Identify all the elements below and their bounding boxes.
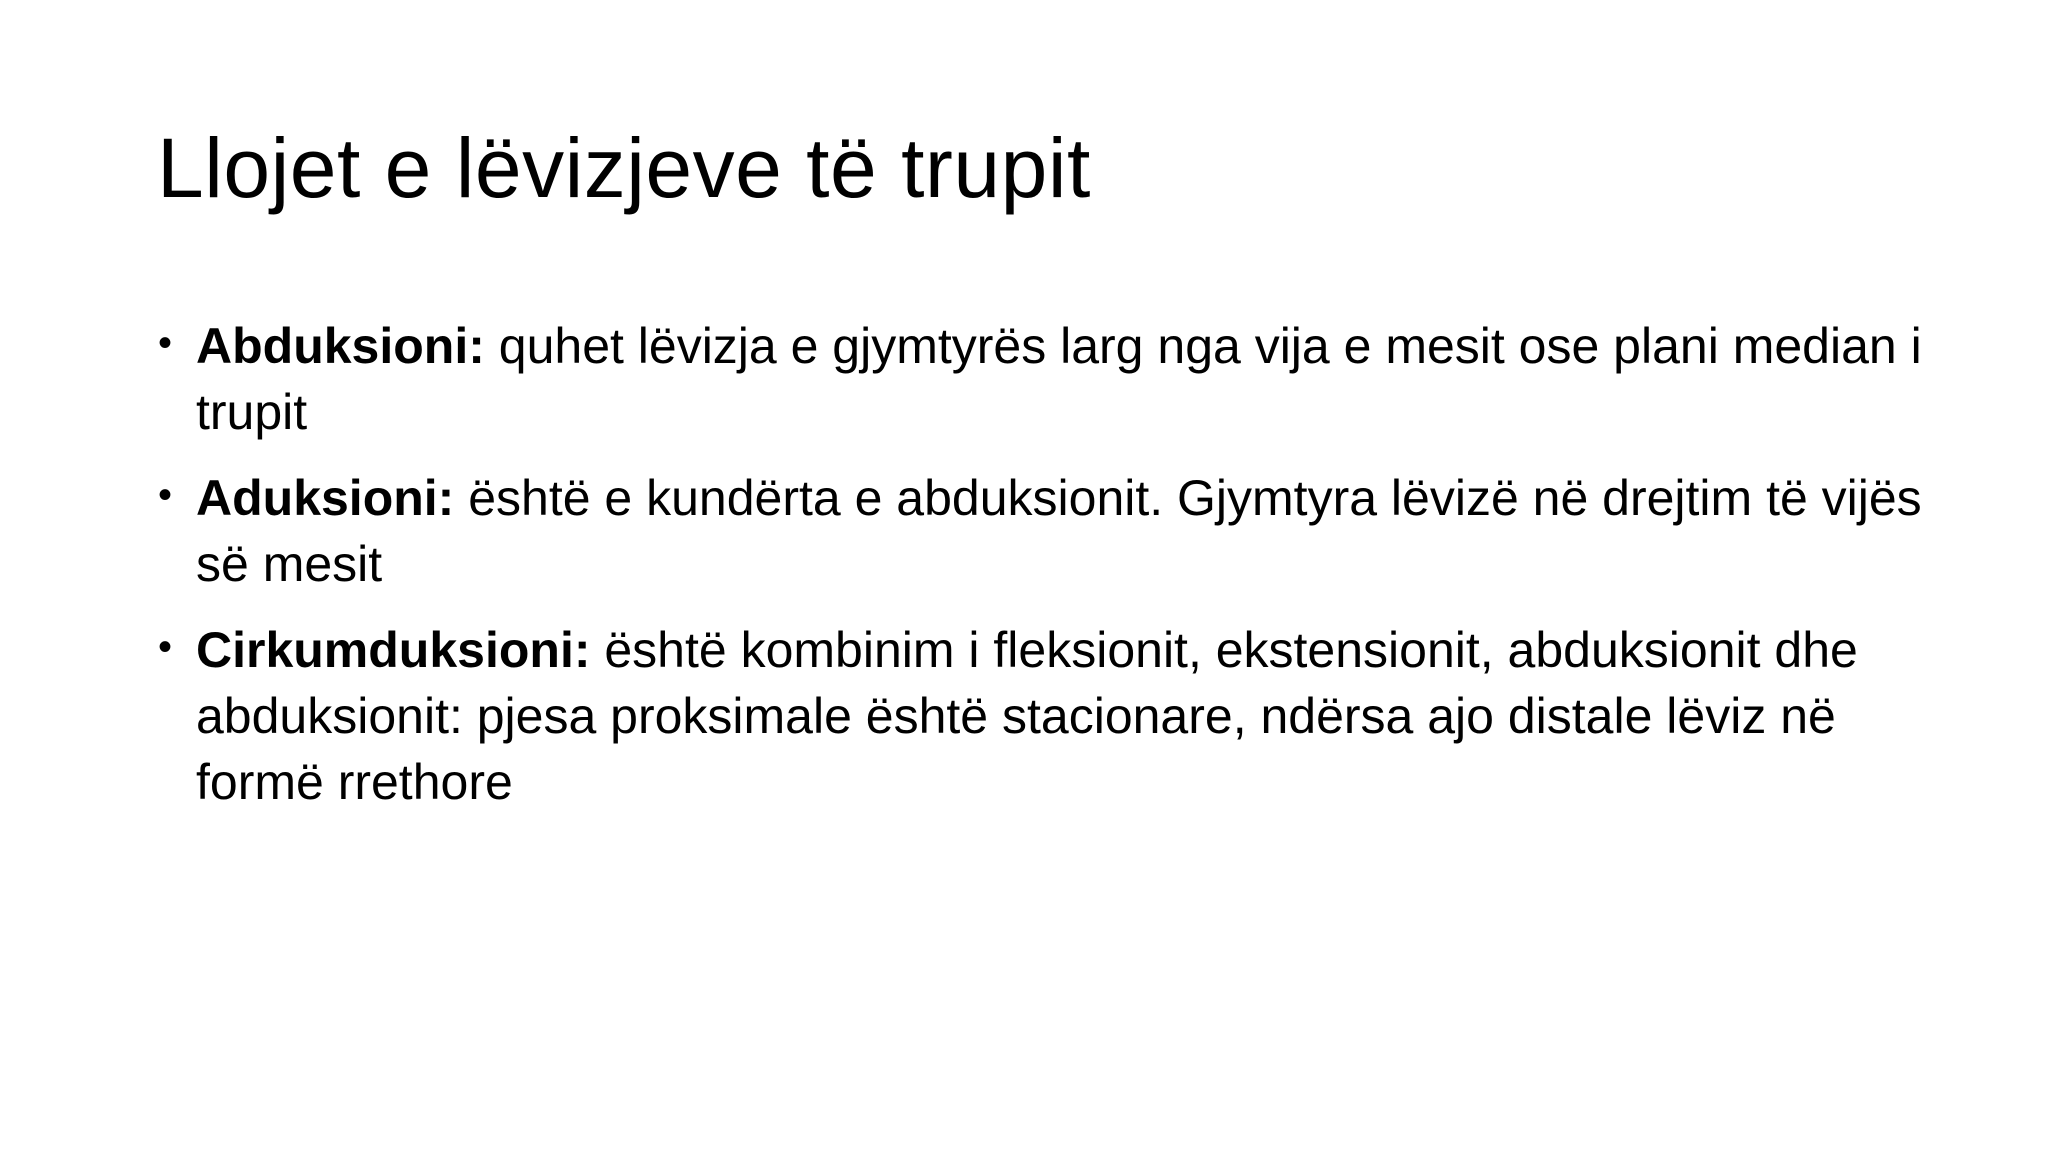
bullet-list — [158, 313, 1938, 835]
bullet-text: quhet lëvizja e gjymtyrës larg nga vija e mesit ose plani median i trupit — [196, 318, 1922, 440]
bullet-dot-icon: • — [158, 625, 173, 669]
bullet-text: është kombinim i fleksionit, ekstensionit, abduksionit dhe abduksionit: pjesa proksimale është stacionare, ndërsa ajo distale lëviz në formë rrethore — [196, 622, 1858, 810]
bullet-term: Abduksioni: — [196, 318, 485, 374]
bullet-dot-icon: • — [158, 473, 173, 517]
bullet-term: Cirkumduksioni: — [196, 622, 591, 678]
bullet-item-cirkumduksioni — [158, 617, 1938, 815]
bullet-dot-icon: • — [158, 321, 173, 365]
bullet-item-aduksioni — [158, 465, 1938, 597]
bullet-term: Aduksioni: — [196, 470, 455, 526]
slide-title: Llojet e lëvizjeve të trupit — [157, 121, 1091, 215]
bullet-text: është e kundërta e abduksionit. Gjymtyra lëvizë në drejtim të vijës së mesit — [196, 470, 1922, 592]
bullet-item-abduksioni — [158, 313, 1938, 445]
